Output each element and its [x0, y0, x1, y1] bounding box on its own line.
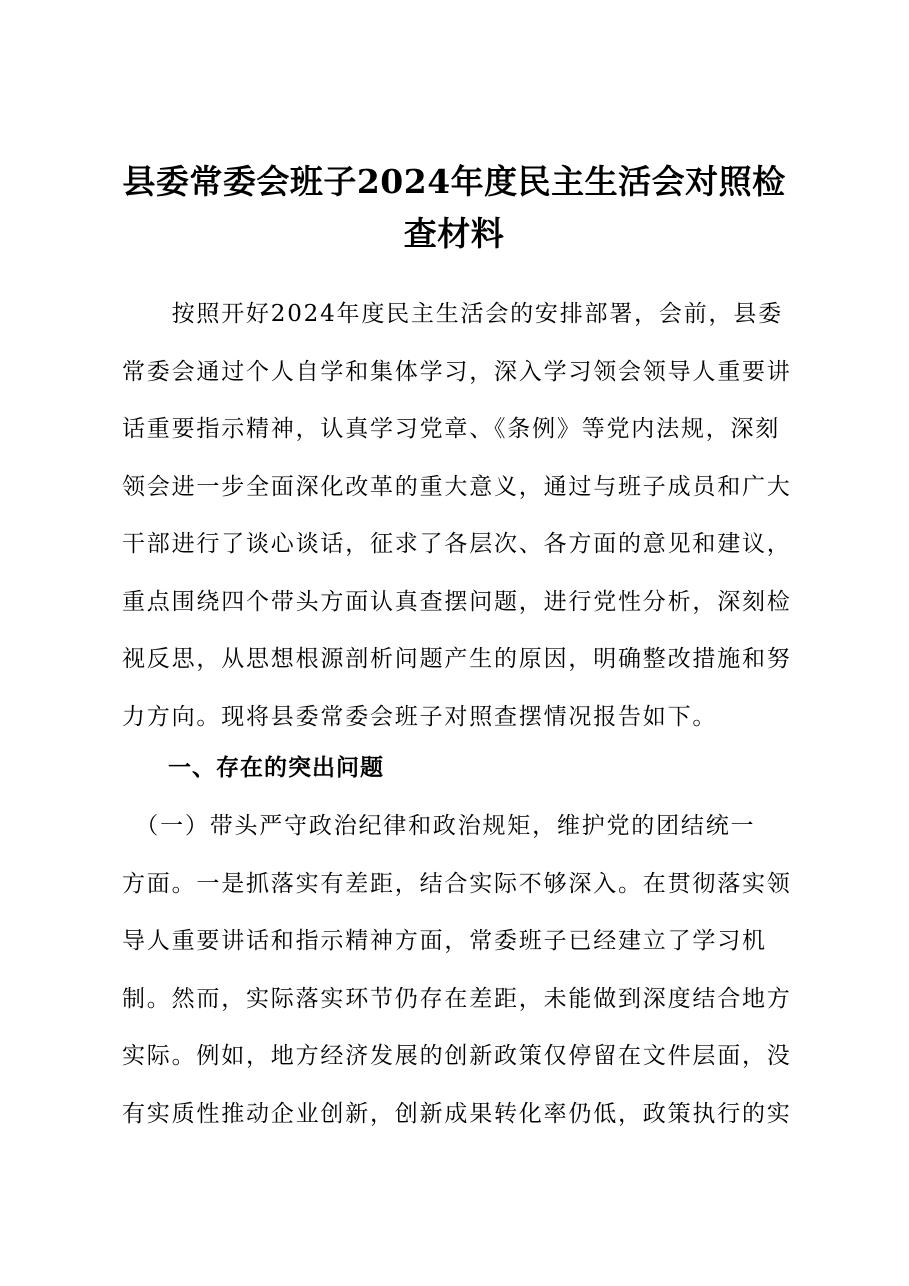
text-line: （一）带头严守政治纪律和政治规矩，维护党的团结统一: [122, 813, 756, 839]
text-line: 力方向。现将县委常委会班子对照查摆情况报告如下。: [122, 703, 718, 730]
text-line: 常委会通过个人自学和集体学习，深入学习领会领导人重要讲: [122, 358, 792, 385]
text-line: 制。然而，实际落实环节仍存在差距，未能做到深度结合地方: [122, 985, 792, 1012]
title-line: 县委常委会班子2024年度民主生活会对照检: [122, 162, 786, 201]
text-line: 视反思，从思想根源剖析问题产生的原因，明确整改措施和努: [122, 646, 792, 672]
document-title: [120, 156, 788, 260]
text-line: 有实质性推动企业创新，创新成果转化率仍低，政策执行的实: [122, 1100, 792, 1127]
text-line: 方面。一是抓落实有差距，结合实际不够深入。在贯彻落实领: [122, 870, 792, 897]
section-heading: 一、存在的突出问题: [168, 755, 384, 781]
text-line: 话重要指示精神，认真学习党章、《条例》等党内法规，深刻: [122, 416, 781, 442]
text-line: 领会进一步全面深化改革的重大意义，通过与班子成员和广大: [122, 473, 792, 500]
intro-paragraph: [122, 286, 792, 746]
title-line: 查材料: [403, 214, 505, 253]
text-line: 重点围绕四个带头方面认真查摆问题，进行党性分析，深刻检: [122, 588, 792, 615]
section-paragraph: [122, 798, 792, 1143]
text-line: 干部进行了谈心谈话，征求了各层次、各方面的意见和建议，: [122, 531, 792, 557]
text-line: 实际。例如，地方经济发展的创新政策仅停留在文件层面，没: [122, 1043, 792, 1069]
text-line: 按照开好2024年度民主生活会的安排部署，会前，县委: [122, 301, 783, 327]
text-line: 导人重要讲话和指示精神方面，常委班子已经建立了学习机: [122, 928, 767, 954]
